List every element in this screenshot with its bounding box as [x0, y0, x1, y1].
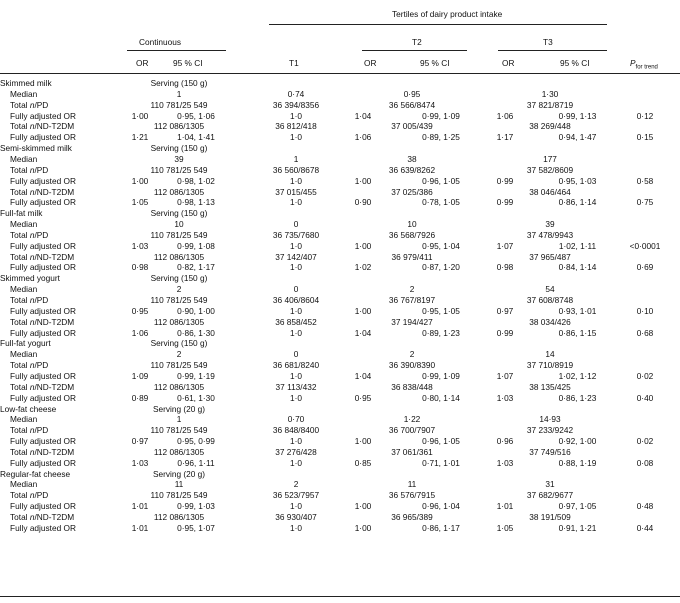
t3-value: 14·93 — [539, 414, 561, 425]
t1-value: 36 858/452 — [275, 316, 317, 327]
t2-value: 36 838/448 — [391, 381, 433, 392]
t2-ci: 0·96, 1·05 — [422, 175, 460, 186]
t3-value: 37 821/8719 — [526, 99, 574, 110]
t1-value: 0 — [293, 284, 299, 295]
t3-ci: 1·02, 1·11 — [558, 240, 597, 251]
row-label: Fully adjusted OR — [10, 262, 76, 273]
continuous-value: 110 781/25 549 — [150, 360, 208, 371]
t1-value: 37 015/455 — [275, 186, 317, 197]
section-name: Skimmed milk — [0, 78, 52, 88]
t2-ci: 0·89, 1·25 — [422, 132, 460, 143]
row-label: Total n/ND-T2DM — [10, 186, 75, 197]
t1-value: 1·0 — [290, 240, 302, 251]
t2-value: 36 979/411 — [391, 251, 433, 262]
t1-value: 36 394/8356 — [272, 99, 320, 110]
t1-value: 1·0 — [290, 197, 302, 208]
t3-value: 38 034/426 — [529, 316, 571, 327]
t1-value: 36 681/8240 — [272, 360, 320, 371]
row-label: Median — [10, 349, 38, 360]
continuous-value: 2 — [176, 284, 182, 295]
serving-size: Serving (150 g) — [150, 338, 208, 349]
t3-value: 54 — [545, 284, 555, 295]
p-trend-header — [630, 59, 658, 71]
t2-ci: 0·87, 1·20 — [422, 262, 460, 273]
p-trend: 0·02 — [636, 370, 654, 381]
p-trend: 0·68 — [636, 327, 654, 338]
continuous-or: 0·89 — [131, 392, 149, 403]
t3-value: 37 682/9677 — [526, 490, 574, 501]
p-trend: 0·69 — [636, 262, 654, 273]
t3-value: 1·30 — [541, 88, 559, 99]
t3-value: 37 749/516 — [529, 446, 571, 457]
p-trend: 0·40 — [636, 392, 654, 403]
row-label: Total n/ND-T2DM — [10, 251, 75, 262]
continuous-or: 1·00 — [131, 175, 149, 186]
section-name: Semi-skimmed milk — [0, 143, 72, 154]
t2-ci: 0·96, 1·05 — [422, 436, 460, 447]
t2-ci: 0·80, 1·14 — [422, 392, 460, 403]
t3-value: 37 233/9242 — [526, 425, 574, 436]
row-label: Total n/PD — [10, 164, 49, 175]
t3-or: 1·17 — [496, 132, 514, 143]
row-label: Median — [10, 219, 38, 230]
t2-or: 0·95 — [354, 392, 372, 403]
serving-size: Serving (150 g) — [150, 273, 208, 284]
t1-value: 1·0 — [290, 110, 302, 121]
t2-or: 1·04 — [354, 327, 372, 338]
t3-ci: 0·86, 1·23 — [558, 392, 597, 403]
t3-ci: 0·99, 1·13 — [558, 110, 597, 121]
p-trend: 0·12 — [636, 110, 654, 121]
t2-or: 1·02 — [354, 262, 372, 273]
row-label: Fully adjusted OR — [10, 197, 76, 208]
row-label: Fully adjusted OR — [10, 457, 76, 468]
t1-value: 0 — [293, 219, 299, 230]
t2-ci: 0·96, 1·04 — [422, 501, 460, 512]
t3-or: 1·01 — [496, 501, 514, 512]
t1-value: 1·0 — [290, 370, 302, 381]
continuous-or: 1·01 — [131, 522, 149, 533]
continuous-value: 110 781/25 549 — [150, 229, 208, 240]
continuous-ci: 0·98, 1·13 — [177, 197, 215, 208]
serving-size: Serving (20 g) — [152, 468, 206, 479]
t2-value: 36 965/389 — [391, 512, 433, 522]
p-trend: <0·0001 — [629, 240, 661, 251]
t3-value: 38 269/448 — [529, 121, 571, 132]
row-label: Total n/PD — [10, 490, 49, 501]
continuous-value: 1 — [176, 414, 182, 425]
t2-ci: 0·86, 1·17 — [422, 522, 460, 533]
t3-or: 1·05 — [496, 522, 514, 533]
t2-ci: 0·99, 1·09 — [422, 370, 460, 381]
continuous-value: 112 086/1305 — [153, 381, 205, 392]
t3-or: 1·06 — [496, 110, 514, 121]
t2-value: 0·95 — [403, 88, 421, 99]
t2-value: 36 576/7915 — [388, 490, 436, 501]
t2-ci: 0·95, 1·04 — [422, 240, 460, 251]
row-label: Total n/ND-T2DM — [10, 316, 75, 327]
continuous-or: 1·03 — [131, 240, 149, 251]
continuous-value: 39 — [174, 153, 184, 164]
t2-value: 37 005/439 — [391, 121, 433, 132]
t1-value: 36 406/8604 — [272, 295, 320, 305]
row-label: Total n/ND-T2DM — [10, 381, 75, 392]
continuous-ci: 0·90, 1·00 — [177, 305, 215, 316]
continuous-ci: 0·61, 1·30 — [177, 392, 215, 403]
t1-value: 1·0 — [290, 327, 302, 338]
continuous-or: 1·06 — [131, 327, 149, 338]
t2-value: 11 — [407, 479, 417, 490]
t3-ci: 0·91, 1·21 — [558, 522, 597, 533]
tertiles-rule — [269, 24, 607, 25]
row-label: Fully adjusted OR — [10, 132, 76, 143]
t1-value: 1·0 — [290, 262, 302, 273]
t2-value: 36 566/8474 — [388, 99, 436, 110]
t3-or: 1·07 — [496, 240, 514, 251]
section-name: Full-fat yogurt — [0, 338, 51, 349]
continuous-ci: 0·95, 1·06 — [177, 110, 215, 121]
row-label: Median — [10, 88, 38, 99]
p-trend: 0·02 — [636, 436, 654, 447]
t3-ci: 0·86, 1·15 — [558, 327, 597, 338]
continuous-value: 1 — [176, 88, 182, 99]
continuous-ci: 0·99, 1·08 — [177, 240, 215, 251]
t1-value: 37 142/407 — [275, 251, 317, 262]
t2-ci: 0·95, 1·05 — [422, 305, 460, 316]
t3-header: T3 — [543, 37, 553, 47]
row-label: Total n/PD — [10, 99, 49, 110]
continuous-ci: 0·96, 1·11 — [177, 457, 215, 468]
t3-or: 0·99 — [496, 327, 514, 338]
t2-or: 1·00 — [354, 522, 372, 533]
continuous-ci: 0·95, 0·99 — [177, 436, 215, 447]
row-label: Total n/PD — [10, 229, 49, 240]
t3-value: 37 710/8919 — [526, 360, 574, 371]
t3-value: 31 — [545, 479, 555, 490]
row-label: Fully adjusted OR — [10, 175, 76, 186]
tertiles-title: Tertiles of dairy product intake — [392, 9, 503, 19]
t1-value: 1·0 — [290, 457, 302, 468]
p-trend: 0·10 — [636, 305, 654, 316]
t2-value: 36 767/8197 — [388, 295, 436, 305]
p-trend: 0·75 — [636, 197, 654, 208]
continuous-or: 1·03 — [131, 457, 149, 468]
row-label: Fully adjusted OR — [10, 501, 76, 512]
continuous-value: 112 086/1305 — [153, 186, 205, 197]
t1-value: 36 848/8400 — [272, 425, 320, 436]
section-name: Skimmed yogurt — [0, 273, 60, 284]
continuous-value: 112 086/1305 — [153, 121, 205, 132]
row-label: Fully adjusted OR — [10, 110, 76, 121]
continuous-or: 1·01 — [131, 501, 149, 512]
t3-or: 0·99 — [496, 197, 514, 208]
continuous-value: 110 781/25 549 — [150, 99, 208, 110]
continuous-ci: 1·04, 1·41 — [177, 132, 215, 143]
t3-ci: 0·97, 1·05 — [558, 501, 597, 512]
continuous-or: 0·97 — [131, 436, 149, 447]
t3-or: 1·07 — [496, 370, 514, 381]
t2-header: T2 — [412, 37, 422, 47]
continuous-ci: 0·98, 1·02 — [177, 175, 215, 186]
serving-size: Serving (150 g) — [150, 208, 208, 219]
t2-or: 1·00 — [354, 501, 372, 512]
t2-value: 10 — [407, 219, 417, 230]
row-label: Fully adjusted OR — [10, 436, 76, 447]
t2-or: 1·00 — [354, 305, 372, 316]
t3-or-header: OR — [502, 58, 515, 68]
continuous-or: 1·05 — [131, 197, 149, 208]
t3-rule — [498, 50, 607, 51]
t3-or: 0·96 — [496, 436, 514, 447]
t3-ci-header: 95 % CI — [560, 58, 590, 68]
row-label: Total n/PD — [10, 425, 49, 436]
row-label: Fully adjusted OR — [10, 392, 76, 403]
t2-or: 0·90 — [354, 197, 372, 208]
t1-value: 36 560/8678 — [272, 164, 320, 175]
t2-ci: 0·78, 1·05 — [422, 197, 460, 208]
continuous-value: 110 781/25 549 — [150, 164, 208, 175]
t3-or: 1·03 — [496, 392, 514, 403]
t2-value: 1·22 — [403, 414, 421, 425]
continuous-ci: 0·99, 1·19 — [177, 370, 215, 381]
t2-value: 36 639/8262 — [388, 164, 436, 175]
p-trend: 0·44 — [636, 522, 654, 533]
t2-or: 0·85 — [354, 457, 372, 468]
t3-or: 0·98 — [496, 262, 514, 273]
continuous-ci: 0·99, 1·03 — [177, 501, 215, 512]
continuous-value: 112 086/1305 — [153, 446, 205, 457]
t1-value: 36 812/418 — [275, 121, 317, 132]
t2-ci-header: 95 % CI — [420, 58, 450, 68]
row-label: Total n/PD — [10, 295, 49, 305]
continuous-value: 110 781/25 549 — [150, 425, 208, 436]
t3-value: 14 — [545, 349, 555, 360]
continuous-value: 2 — [176, 349, 182, 360]
t1-value: 0·70 — [287, 414, 305, 425]
t2-value: 37 194/427 — [391, 316, 433, 327]
t2-value: 38 — [407, 153, 417, 164]
row-label: Fully adjusted OR — [10, 370, 76, 381]
continuous-ci: 0·86, 1·30 — [177, 327, 215, 338]
continuous-value: 112 086/1305 — [153, 251, 205, 262]
continuous-ci: 0·95, 1·07 — [177, 522, 215, 533]
t2-or: 1·04 — [354, 370, 372, 381]
p-trend-subscript: for trend — [635, 64, 658, 71]
t1-value: 36 523/7957 — [272, 490, 320, 501]
t3-value: 37 478/9943 — [526, 229, 574, 240]
t2-or: 1·04 — [354, 110, 372, 121]
t3-or: 0·97 — [496, 305, 514, 316]
t3-value: 38 046/464 — [529, 186, 571, 197]
serving-size: Serving (150 g) — [150, 143, 208, 154]
row-label: Fully adjusted OR — [10, 522, 76, 533]
continuous-or: 0·95 — [131, 305, 149, 316]
row-label: Total n/ND-T2DM — [10, 512, 75, 522]
continuous-rule — [127, 50, 226, 51]
row-label: Fully adjusted OR — [10, 305, 76, 316]
t3-ci: 0·93, 1·01 — [558, 305, 597, 316]
t2-value: 37 061/361 — [391, 446, 433, 457]
row-label: Fully adjusted OR — [10, 240, 76, 251]
t1-value: 1·0 — [290, 522, 302, 533]
header-bottom-rule — [0, 73, 680, 74]
t1-value: 36 735/7680 — [272, 229, 320, 240]
continuous-value: 112 086/1305 — [153, 316, 205, 327]
t2-value: 36 390/8390 — [388, 360, 436, 371]
continuous-or: 1·00 — [131, 110, 149, 121]
t2-ci: 0·71, 1·01 — [422, 457, 460, 468]
row-label: Fully adjusted OR — [10, 327, 76, 338]
t1-value: 1·0 — [290, 436, 302, 447]
t3-value: 38 191/509 — [529, 512, 571, 522]
t3-ci: 0·92, 1·00 — [558, 436, 597, 447]
t2-or: 1·00 — [354, 436, 372, 447]
section-name: Full-fat milk — [0, 208, 43, 219]
t1-value: 1·0 — [290, 392, 302, 403]
continuous-value: 11 — [174, 479, 184, 490]
continuous-value: 112 086/1305 — [153, 512, 205, 522]
p-trend: 0·08 — [636, 457, 654, 468]
p-trend: 0·15 — [636, 132, 654, 143]
t3-value: 37 965/487 — [529, 251, 571, 262]
row-label: Total n/ND-T2DM — [10, 446, 75, 457]
section-name: Low-fat cheese — [0, 403, 57, 414]
continuous-or: 1·09 — [131, 370, 149, 381]
t1-value: 0·74 — [287, 88, 305, 99]
row-label: Median — [10, 153, 38, 164]
t3-or: 0·99 — [496, 175, 514, 186]
t1-header: T1 — [289, 58, 299, 68]
continuous-header: Continuous — [139, 37, 181, 47]
t1-value: 1·0 — [290, 305, 302, 316]
serving-size: Serving (20 g) — [152, 403, 206, 414]
t1-value: 1·0 — [290, 132, 302, 143]
t3-value: 38 135/425 — [529, 381, 571, 392]
t2-value: 36 700/7907 — [388, 425, 436, 436]
t2-or: 1·00 — [354, 175, 372, 186]
row-label: Median — [10, 479, 38, 490]
t2-value: 2 — [409, 349, 415, 360]
t1-value: 36 930/407 — [275, 512, 317, 522]
continuous-or: 0·98 — [131, 262, 149, 273]
t1-value: 1·0 — [290, 501, 302, 512]
continuous-value: 110 781/25 549 — [150, 490, 208, 501]
t2-value: 2 — [409, 284, 415, 295]
t3-ci: 0·84, 1·14 — [558, 262, 597, 273]
p-trend: 0·48 — [636, 501, 654, 512]
serving-size: Serving (150 g) — [150, 78, 208, 88]
t3-ci: 0·95, 1·03 — [558, 175, 597, 186]
t3-value: 37 582/8609 — [526, 164, 574, 175]
row-label: Total n/ND-T2DM — [10, 121, 75, 132]
t3-ci: 0·94, 1·47 — [558, 132, 597, 143]
t2-or: 1·00 — [354, 240, 372, 251]
continuous-ci-header: 95 % CI — [173, 58, 203, 68]
t3-ci: 1·02, 1·12 — [558, 370, 597, 381]
t3-or: 1·03 — [496, 457, 514, 468]
t2-rule — [362, 50, 467, 51]
table-bottom-rule — [0, 596, 680, 597]
t3-ci: 0·88, 1·19 — [558, 457, 597, 468]
t1-value: 37 276/428 — [275, 446, 317, 457]
t3-value: 39 — [545, 219, 555, 230]
continuous-ci: 0·82, 1·17 — [177, 262, 215, 273]
t1-value: 37 113/432 — [275, 381, 317, 392]
p-trend: 0·58 — [636, 175, 654, 186]
continuous-or: 1·21 — [131, 132, 149, 143]
t1-value: 0 — [293, 349, 299, 360]
t1-value: 2 — [293, 479, 299, 490]
t3-value: 37 608/8748 — [526, 295, 574, 305]
t2-ci: 0·99, 1·09 — [422, 110, 460, 121]
continuous-value: 110 781/25 549 — [150, 295, 208, 305]
row-label: Median — [10, 414, 38, 425]
t2-value: 37 025/386 — [391, 186, 433, 197]
continuous-value: 10 — [174, 219, 184, 230]
continuous-or-header: OR — [136, 58, 149, 68]
t3-ci: 0·86, 1·14 — [558, 197, 597, 208]
t1-value: 1 — [293, 153, 299, 164]
t3-value: 177 — [543, 153, 557, 164]
t2-value: 36 568/7926 — [388, 229, 436, 240]
p-trend-symbol: P — [630, 58, 636, 68]
t1-value: 1·0 — [290, 175, 302, 186]
t2-or: 1·06 — [354, 132, 372, 143]
section-name: Regular-fat cheese — [0, 468, 71, 479]
row-label: Median — [10, 284, 38, 295]
t2-or-header: OR — [364, 58, 377, 68]
t2-ci: 0·89, 1·23 — [422, 327, 460, 338]
row-label: Total n/PD — [10, 360, 49, 371]
